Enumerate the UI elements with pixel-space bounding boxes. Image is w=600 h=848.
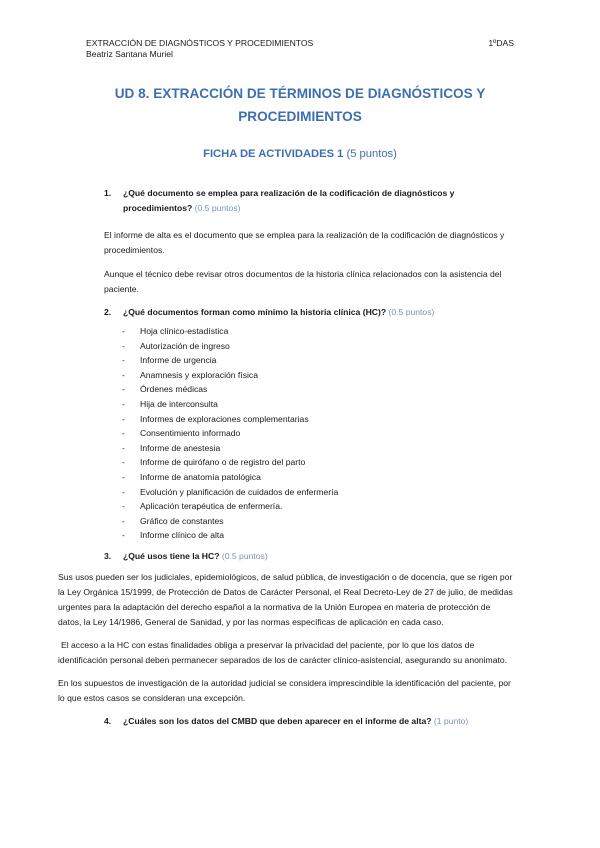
list-item: - Hija de interconsulta — [122, 398, 218, 409]
list-item: - Anamnesis y exploración física — [122, 369, 258, 380]
header-author: Beatriz Santana Muriel — [86, 49, 173, 59]
document-list — [122, 324, 514, 543]
question-3-answer-1: Sus usos pueden ser los judiciales, epidemiológicos, de salud pública, de investigación o de docencia, que se rigen por la Ley Orgánica 15/1999, de Protección de Datos de Carácter Personal, el Real Decreto-Ley de 27 de julio, de medidas urgentes para la adaptación del derecho español a la normativa de la Unión Europea en materia de protección de datos, la Ley 14/1986, General de Sanidad, y por las normas específicas de aplicación en cada caso. — [58, 571, 513, 627]
question-4-points: (1 punto) — [433, 715, 469, 726]
title-line-2: PROCEDIMIENTOS — [238, 109, 362, 124]
question-2 — [104, 305, 514, 320]
title-line-1: UD 8. EXTRACCIÓN DE TÉRMINOS DE DIAGNÓSTICOS Y — [114, 86, 486, 101]
list-item: - Informes de exploraciones complementarias — [122, 413, 309, 424]
question-2-number: 2. — [104, 307, 112, 317]
list-item: - Gráfico de constantes — [122, 515, 224, 526]
question-3-points: (0.5 puntos) — [221, 550, 268, 561]
question-3-text: ¿Qué usos tiene la HC? — [123, 550, 220, 561]
question-1-answer-1: El informe de alta es el documento que se emplea para la realización de la codificación de diagnósticos y procedimientos. — [104, 230, 505, 255]
activity-sheet-title — [0, 148, 600, 160]
question-1-text: ¿Qué documento se emplea para realización de la codificación de diagnósticos y procedimientos? — [123, 188, 455, 213]
question-3-answer-3: En los supuestos de investigación de la autoridad judicial se considera imprescindible la identificación del paciente, por lo que estos casos se consideran una excepción. — [58, 677, 511, 703]
subtitle-points: (5 puntos) — [346, 148, 397, 160]
subtitle-label: FICHA DE ACTIVIDADES 1 — [203, 148, 344, 160]
list-item: - Hoja clínico-estadística — [122, 326, 229, 336]
header-course-title: EXTRACCIÓN DE DIAGNÓSTICOS Y PROCEDIMIENTOS — [86, 38, 314, 48]
list-item: - Consentimiento informado — [122, 428, 241, 439]
list-item: - Informe de anatomía patológica — [122, 471, 261, 482]
list-item: - Informe de urgencia — [122, 355, 217, 366]
list-item: - Aplicación terapéutica de enfermería. — [122, 501, 283, 512]
question-2-points: (0.5 puntos) — [388, 307, 435, 317]
question-1-answer-2: Aunque el técnico debe revisar otros documentos de la historia clínica relacionados con la asistencia del paciente. — [104, 269, 502, 294]
page-header — [86, 38, 514, 60]
list-item: - Informe de quirófano o de registro del parto — [122, 457, 306, 468]
question-1-number: 1. — [104, 188, 112, 198]
question-2-text: ¿Qué documentos forman como mínimo la historia clínica (HC)? — [123, 307, 387, 317]
question-3 — [104, 549, 514, 564]
question-4-text: ¿Cuáles son los datos del CMBD que deben aparecer en el informe de alta? — [123, 715, 432, 726]
list-item: - Evolución y planificación de cuidados de enfermería — [122, 486, 339, 497]
question-1-points: (0.5 puntos) — [194, 203, 241, 213]
question-1 — [104, 186, 514, 216]
question-4 — [104, 714, 514, 729]
question-4-number: 4. — [104, 715, 112, 726]
list-item: - Informe clínico de alta — [122, 530, 225, 541]
list-item: - Autorización de ingreso — [122, 340, 230, 351]
list-item: - Informe de anestesia — [122, 442, 221, 453]
document-body — [58, 186, 514, 729]
header-level: 1ºDAS — [488, 38, 514, 48]
question-3-number: 3. — [104, 550, 112, 561]
question-3-answer-2: El acceso a la HC con estas finalidades obliga a preservar la privacidad del paciente, por lo que los datos de identificación personal deben permanecer separados de los de carácter clínico-asistencial, asegurando su anonimato. — [58, 639, 508, 665]
list-item: - Órdenes médicas — [122, 384, 208, 395]
document-title — [80, 82, 520, 128]
